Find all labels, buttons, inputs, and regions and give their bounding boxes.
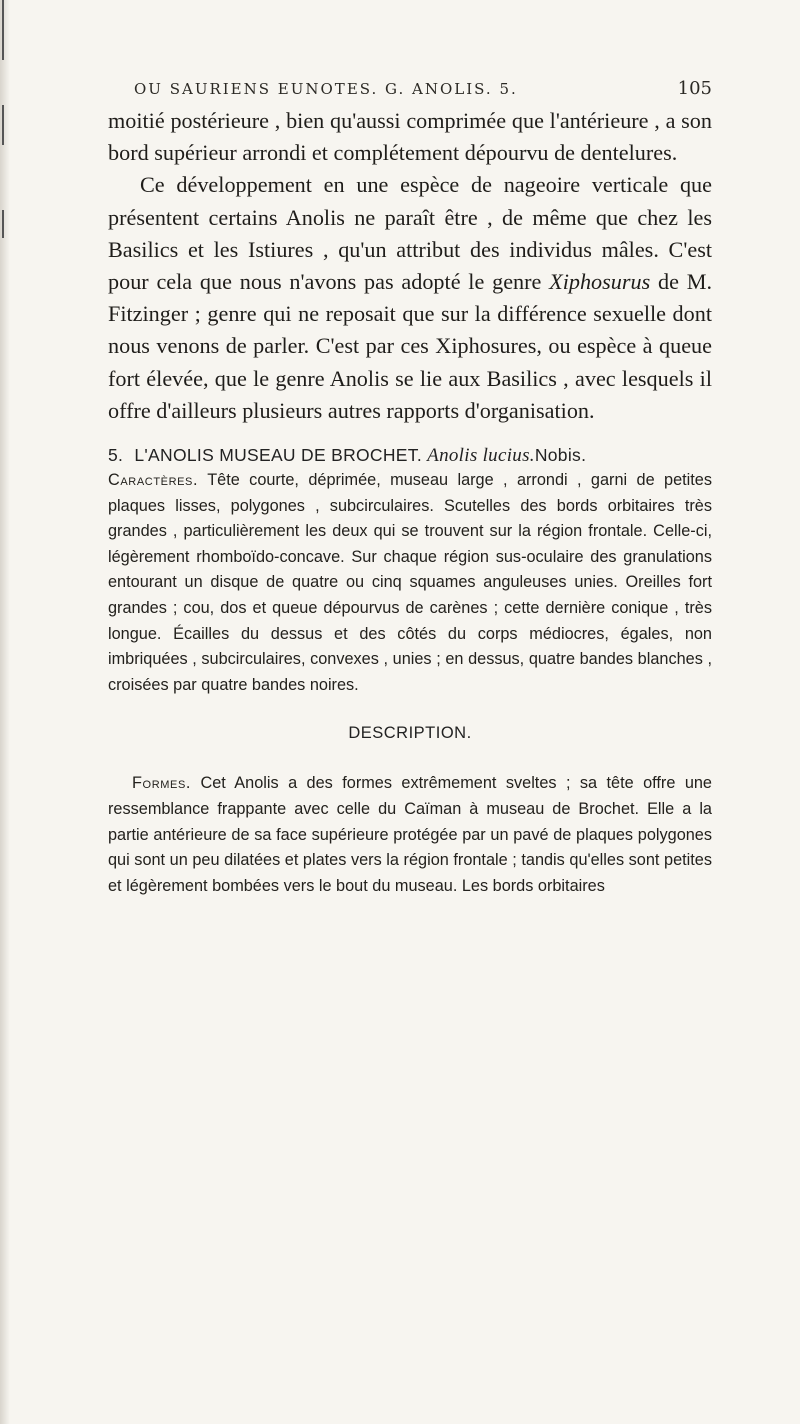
caracteres-text: Tête courte, déprimée, museau large , arrondi , garni de petites plaques lisses, polygones , subcirculaires. Scutelles des bords orbitaires très grandes , particulièrement les deux qui se trouvent sur la région frontale. Celle-ci, légèrement rhomboïdo-concave. Sur chaque région sus-oculaire des granulations entourant un disque de quatre ou cinq squames anguleuses unies. Oreilles fort grandes ; cou, dos et queue dépourvus de carènes ; cette dernière conique , très longue. Écailles du dessus et des côtés du corps médiocres, égales, non imbriquées , subcirculaires, convexes , unies ; en dessus, quatre bandes blanches , croisées par quatre bandes noires. <box>108 471 712 694</box>
formes-block <box>108 771 712 899</box>
page-edge-shadow <box>0 0 10 1424</box>
paragraph-text: Ce développement en une espèce de nageoire verticale que présentent certains Anolis ne paraît être , de même que chez les Basilics et les Istiures , qu'un attribut des individus mâles. C'est pour cela que nous n'avons pas adopté le genre <box>108 172 712 295</box>
paragraph-text: de M. Fitzinger ; genre qui ne reposait que sur la différence sexuelle dont nous venons de parler. C'est par ces Xiphosures, ou espèce à queue fort élevée, que le genre Anolis se lie aux Basilics , avec lesquels il offre d'ailleurs plusieurs autres rapports d'organisation. <box>108 269 712 423</box>
binding-mark <box>2 0 4 60</box>
formes-text: Cet Anolis a des formes extrêmement sveltes ; sa tête offre une ressemblance frappante avec celle du Caïman à museau de Brochet. Elle a la partie antérieure de sa face supérieure protégée par un pavé de plaques polygones qui sont un peu dilatées et plates vers la région frontale ; tandis qu'elles sont petites et légèrement bombées vers le bout du museau. Les bords orbitaires <box>108 774 712 895</box>
species-heading <box>108 443 712 468</box>
species-latin-name: Anolis lucius. <box>427 445 535 467</box>
formes-label: Formes. <box>132 774 192 793</box>
caracteres-block <box>108 468 712 698</box>
running-head <box>108 78 712 99</box>
paragraph-continued: moitié postérieure , bien qu'aussi comprimée que l'antérieure , a son bord supérieur arrondi et complétement dépourvu de dentelures. <box>108 108 712 166</box>
species-number: 5. <box>108 445 124 466</box>
main-text <box>108 105 712 427</box>
page-number: 105 <box>677 78 712 99</box>
formes-paragraph <box>108 771 712 899</box>
caracteres-paragraph <box>108 468 712 698</box>
book-page <box>108 78 712 899</box>
description-title: DESCRIPTION. <box>348 724 472 743</box>
binding-mark <box>2 105 4 145</box>
running-head-title: OU SAURIENS EUNOTES. G. ANOLIS. 5. <box>134 80 518 98</box>
paragraph-xiphosurus <box>108 169 712 427</box>
caracteres-label: Caractères. <box>108 471 199 490</box>
binding-mark <box>2 210 4 238</box>
species-common-name: L'ANOLIS MUSEAU DE BROCHET. <box>134 445 422 466</box>
genus-name-italic: Xiphosurus <box>549 269 651 295</box>
species-author: Nobis. <box>534 445 587 466</box>
